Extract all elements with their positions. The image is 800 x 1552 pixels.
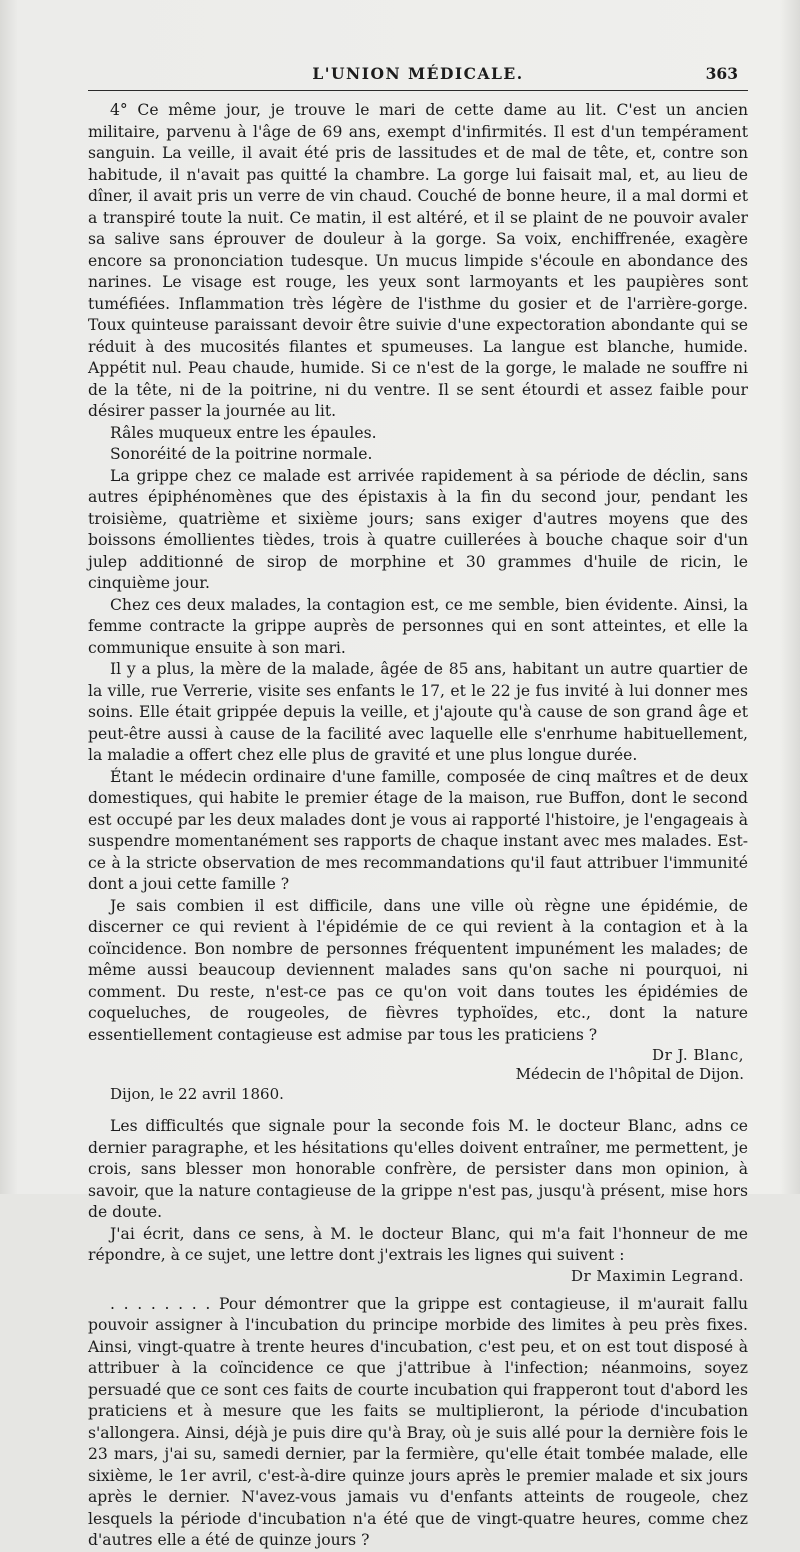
section-spacer xyxy=(88,1286,748,1294)
paragraph: Étant le médecin ordinaire d'une famille, composée de cinq maîtres et de deux domestiques, qui habite le premier étage de la maison, rue Buffon, dont le second est occupé par les deux malades dont je vous ai rapporté l'histoire, je l'engageais à suspendre momentanément ses rapports de chaque instant avec mes malades. Est-ce à la stricte observation de mes recommandations qu'il faut attribuer l'immunité dont a joui cette famille ? xyxy=(88,767,748,893)
letter-paragraph: . . . . . . . . Pour démontrer que la grippe est contagieuse, il m'aurait fallu pouvoir assigner à l'incubation du principe morbide des limites à peu près fixes. Ainsi, vingt-quatre à trente heures d'incubation, c'est peu, et on est tout disposé à attribuer à la coïncidence ce que j'attribue à l'infection; néanmoins, soyez persuadé que ce sont ces faits de courte incubation qui frapperont tout d'abord les praticiens et à mesure que les faits se multiplieront, la période d'incubation s'allongera. Ainsi, déjà je puis dire qu'à Bray, où je suis allé pour la dernière fois le 23 mars, j'ai su, samedi dernier, par la fermière, qu'elle était tombée malade, elle sixième, le 1er avril, c'est-à-dire quinze jours après le premier malade et six jours après le dernier. N'avez-vous jamais vu d'enfants atteints de rougeole, chez lesquels la période d'incubation n'a été que de vingt-quatre heures, comme chez d'autres elle a été de quinze jours ? xyxy=(88,1294,748,1549)
paragraph: 4° Ce même jour, je trouve le mari de cette dame au lit. C'est un ancien militaire, parvenu à l'âge de 69 ans, exempt d'infirmités. Il est d'un tempérament sanguin. La veille, il avait été pris de lassitudes et de mal de tête, et, contre son habitude, il n'avait pas quitté la chambre. La gorge lui faisait mal, et, au lieu de dîner, il avait pris un verre de vin chaud. Couché de bonne heure, il a mal dormi et a transpiré toute la nuit. Ce matin, il est altéré, et il se plaint de ne pouvoir avaler sa salive sans éprouver de douleur à la gorge. Sa voix, enchiffrenée, exagère encore sa prononciation tudesque. Un mucus limpide s'écoule en abondance des narines. Le visage est rouge, les yeux sont larmoyants et les paupières sont tuméfiées. Inflammation très légère de l'isthme du gosier et de l'arrière-gorge. Toux quinteuse paraissant devoir être suivie d'une expectoration abondante qui se réduit à des mucosités filantes et spumeuses. La langue est blanche, humide. Appétit nul. Peau chaude, humide. Si ce n'est de la gorge, le malade ne souffre ni de la tête, ni de la poitrine, ni du ventre. Il se sent étourdi et assez faible pour désirer passer la journée au lit. xyxy=(88,101,748,420)
header-rule xyxy=(88,90,748,91)
paragraph: Je sais combien il est difficile, dans une ville où règne une épidémie, de discerner ce qui revient à l'épidémie de ce qui revient à la contagion et à la coïncidence. Bon nombre de personnes fréquentent impunément les malades; de même aussi beaucoup deviennent malades sans qu'on sache ni pourquoi, ni comment. Du reste, n'est-ce pas ce qu'on voit dans toutes les épidémies de coqueluches, de rougeoles, de fièvres typhoïdes, etc., dont la nature essentiellement contagieuse est admise par tous les praticiens ? xyxy=(88,896,748,1044)
signature-name: Dr J. Blanc, xyxy=(652,1046,744,1064)
signature-name: Dr Maximin Legrand. xyxy=(570,1266,744,1285)
paragraph: Il y a plus, la mère de la malade, âgée de 85 ans, habitant un autre quartier de la ville, rue Verrerie, visite ses enfants le 17, et le 22 je fus invité à lui donner mes soins. Elle était grippée depuis la veille, et j'ajoute qu'à cause de son grand âge et peut-être aussi à cause de la facilité avec laquelle elle s'enrhume habituellement, la maladie a offert chez elle plus de gravité et une plus longue durée. xyxy=(88,660,748,764)
article-body xyxy=(88,100,748,1552)
paragraph: Sonoréité de la poitrine normale. xyxy=(110,445,373,463)
signature-legrand xyxy=(88,1267,748,1286)
paragraph: J'ai écrit, dans ce sens, à M. le docteur Blanc, qui m'a fait l'honneur de me répondre, à ce sujet, une lettre dont j'extrais les lignes qui suivent : xyxy=(88,1224,748,1264)
signature-title: Médecin de l'hôpital de Dijon. xyxy=(515,1065,744,1083)
section-spacer xyxy=(88,1104,748,1116)
signature-blanc xyxy=(88,1046,748,1065)
dateline: Dijon, le 22 avril 1860. xyxy=(110,1085,284,1103)
paragraph: Chez ces deux malades, la contagion est, ce me semble, bien évidente. Ainsi, la femme contracte la grippe auprès de personnes qui en sont atteintes, et elle la communique ensuite à son mari. xyxy=(88,595,748,657)
running-title: L'UNION MÉDICALE. xyxy=(312,64,524,83)
paragraph: Râles muqueux entre les épaules. xyxy=(110,423,377,442)
paragraph: La grippe chez ce malade est arrivée rapidement à sa période de déclin, sans autres épiphénomènes que des épistaxis à la fin du second jour, pendant les troisième, quatrième et sixième jours; sans exiger d'autres moyens que des boissons émollientes tièdes, trois à quatre cuillerées à bouche chaque soir d'un julep additionné de sirop de morphine et 30 grammes d'huile de ricin, le cinquième jour. xyxy=(88,466,748,592)
paragraph: Les difficultés que signale pour la seconde fois M. le docteur Blanc, adns ce dernier paragraphe, et les hésitations qu'elles doivent entraîner, me permettent, je crois, sans blesser mon honorable confrère, de persister dans mon opinion, à savoir, que la nature contagieuse de la grippe n'est pas, jusqu'à présent, mise hors de doute. xyxy=(88,1117,748,1221)
page-number: 363 xyxy=(705,64,738,83)
page-header xyxy=(88,60,748,90)
